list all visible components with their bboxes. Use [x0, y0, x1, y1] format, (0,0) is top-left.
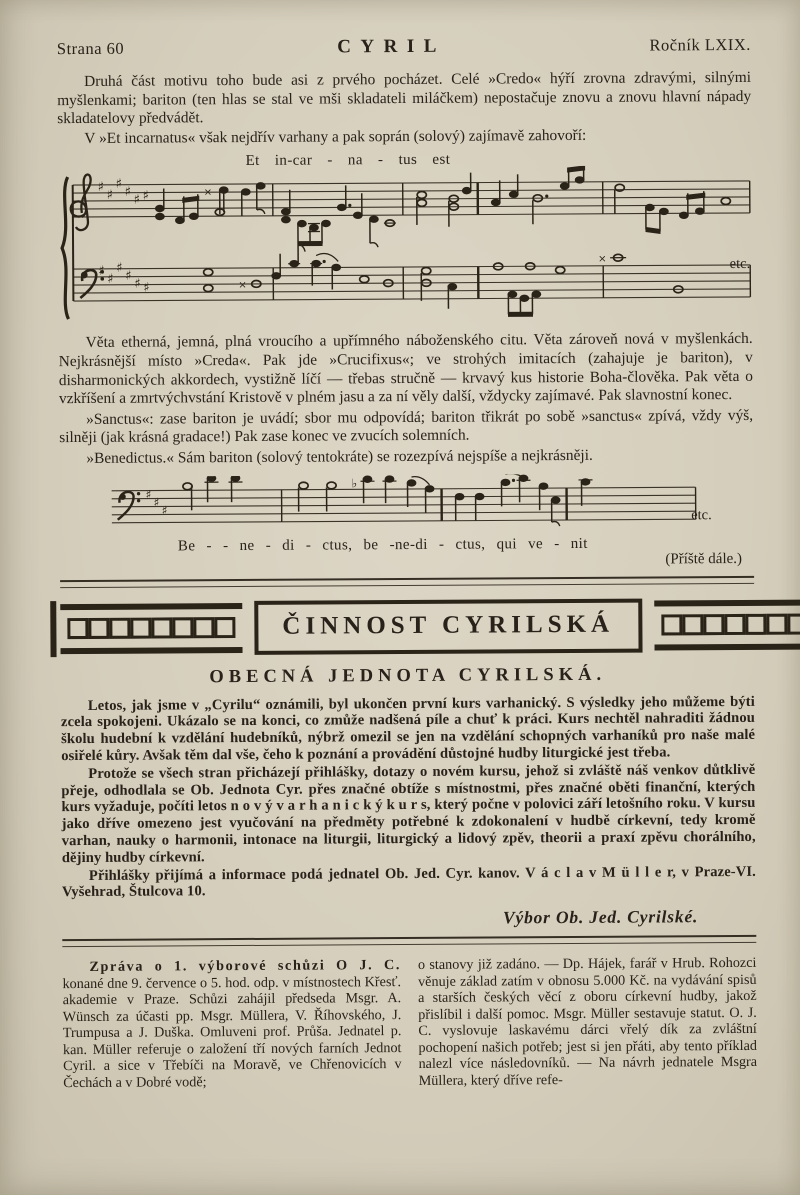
svg-text:♯: ♯: [97, 180, 105, 196]
banner-square: [787, 614, 800, 635]
banner-square: [130, 618, 151, 639]
article-heading: OBECNÁ JEDNOTA CYRILSKÁ.: [209, 664, 607, 687]
banner-square: [724, 614, 745, 635]
svg-text:♭: ♭: [351, 475, 358, 490]
meeting-report-continued: o stanovy již zadáno. — Dp. Hájek, farář v Hrub. Rohozci věnuje základ zatím v obnosu 5.000 Kč. na vydávání spisů a starších českých věcí z oboru církevní hudby, jakož přislíbil i další pomoc. Msgr. Müller sestavuje statut. O. J. C. vyslovuje laskavému dárci vřelý dík za zvláštní pochopení našich potřeb; jest si jen přáti, aby tento příklad nalezl více následovníků. — Na návrh jednatele Msgra Müllera, který dříve refe-: [417, 954, 758, 1089]
banner-strip-right: [654, 599, 800, 650]
volume-label: Ročník LXIX.: [649, 34, 751, 55]
meeting-report: [62, 957, 401, 1091]
svg-text:♯: ♯: [107, 272, 114, 288]
banner-square: [682, 614, 703, 635]
music2-notation: [111, 473, 697, 539]
committee-signature: Výbor Ob. Jed. Cyrilské.: [502, 906, 699, 928]
paragraph-sanctus: »Sanctus«: zase bariton je uvádí; sbor mu odpovídá; bariton třikrát po sobě »sanctus« zpívá, vždy výš, silněji (jak krásná gradace!) Pak zase konec ve zvucích solemních.: [59, 406, 754, 447]
svg-text:×: ×: [203, 187, 213, 199]
section-title: ČINNOST CYRILSKÁ: [254, 598, 642, 654]
banner-square: [88, 618, 109, 639]
svg-text:♯: ♯: [134, 276, 141, 293]
music2-lyrics: Be - - ne - di - ctus, be -ne-di - ctus, qui ve - nit: [177, 535, 588, 554]
svg-text:♯: ♯: [124, 185, 132, 201]
svg-text:♯: ♯: [153, 495, 160, 510]
banner-square: [766, 614, 787, 635]
banner-square: [193, 617, 214, 638]
running-head: [57, 34, 751, 60]
paragraph-credo: Druhá část motivu toho bude asi z prvého pocházet. Celé »Credo« hýří zrovna zdravými, silnými myšlenkami; bariton (ten hlas se stal ve mši skladateli miláčkem) nepostačuje znovu a znovu hlavní nápady skladatelovy předvádět.: [57, 68, 752, 128]
svg-text:♯: ♯: [115, 177, 123, 193]
paragraph-veta-etherna: Věta etherná, jemná, plná vroucího a upřímného náboženského citu. Věta zároveň nová v myšlenkách. Nejkrásnější místo »Creda«. Pak jde »Crucifixus«; ve strohých imitacích (zahajuje je bariton), v disharmonických akkordech, vystižně líčí — třebas stručně — krvavý kus historie Boha-člověka. Pak věta o vzkříšení a zmrtvýchvstání Kristově v plném jasu a za ní věly další, vždycky zajímavé. Pak slavnostní konec.: [58, 330, 753, 408]
banner-square: [67, 618, 88, 639]
news-column-left: [62, 957, 401, 1091]
news-columns: [62, 955, 757, 1091]
continuation-note: (Příště dále.): [665, 550, 743, 567]
paragraph-contact: Přihlášky přijímá a informace podá jednatel Ob. Jed. Cyr. kanov. V á c l a v M ü l l e r, v Praze-VI. Vyšehrad, Štulcova 10.: [61, 863, 756, 901]
bass-clef-icon: [118, 491, 141, 519]
journal-title: CYRIL: [337, 35, 447, 58]
banner-strip-left: [60, 603, 242, 654]
music1-notation: [58, 165, 753, 329]
svg-text:♯: ♯: [125, 269, 132, 285]
paragraph-et-incarnatus: V »Et incarnatus« však nejdřív varhany a pak soprán (solový) zajímavě zahovoří:: [84, 126, 587, 147]
svg-text:♯: ♯: [116, 261, 123, 277]
paragraph-new-course: Protože se všech stran přicházejí přihlášky, dotazy o novém kursu, jehož si zvláště náš venkov důtklivě přeje, odhodlala se Ob. Jednota Cyr. přes značné obtíže s místnostmi, přes značné oběti finanční, kterých kurs vyžaduje, počíti letos n o v ý v a r h a n i c k ý k u r s, který počne v polovici září letošního roku. V kursu jako dříve omezeno jest vyučování na předměty potřebné k zdokonalení v hudbě církevní, tedy kromě varhan, nauky o harmonii, intonace na liturgii, liturgický a lidový zpěv, theorii a praxí zpěvu chorálního, dějiny hudby církevní.: [61, 761, 756, 866]
svg-text:♯: ♯: [133, 192, 141, 209]
banner-square: [745, 614, 766, 635]
paragraph-kurs-report: Letos, jak jsme v „Cyrilu“ oznámili, byl ukončen první kurs varhanický. S výsledky jeho můžeme býti zcela spokojeni. Ukázalo se na konci, co zmůže nadšená píle a chuť k práci. Kurs nechtěl nahraditi žádnou školu hudební k vzdělání hudebníků, nýbrž omezil se jen na vzdělání schopných varhaníků pro naše malé osiřelé kůry. Avšak těm dal vše, čeho k poznání a provádění důstojné hudby liturgické jest třeba.: [60, 693, 756, 765]
music1-lyrics: Et in-car - na - tus est: [245, 152, 451, 170]
banner-square: [151, 617, 172, 638]
key-signature: [146, 487, 168, 517]
svg-text:♯: ♯: [142, 188, 150, 204]
bottom-divider-rule: [62, 935, 756, 947]
meeting-report-lead: Zpráva o 1. výborové schůzi O J. C.: [89, 957, 402, 976]
svg-text:♯: ♯: [98, 264, 105, 280]
banner-square: [661, 614, 682, 635]
section-divider-rule: [60, 575, 754, 587]
music-example-1: [58, 150, 753, 332]
music2-etc-label: etc.: [691, 506, 712, 523]
banner-square: [109, 618, 130, 639]
key-signature: [98, 177, 150, 296]
svg-text:×: ×: [238, 280, 247, 292]
banner-square: [214, 617, 235, 638]
svg-text:♯: ♯: [106, 188, 114, 204]
section-banner: [60, 597, 754, 655]
music-example-2: [59, 470, 754, 571]
news-column-right: [418, 955, 757, 1089]
page-content: [57, 34, 757, 1091]
paragraph-benedictus: »Benedictus.« Sám bariton (solový tentokráte) se rozezpívá nejspíše a nejkrásněji.: [86, 446, 593, 467]
svg-text:♯: ♯: [145, 487, 152, 502]
banner-square: [703, 614, 724, 635]
banner-square: [172, 617, 193, 638]
meeting-report-text: konané dne 9. července o 5. hod. odp. v místnostech Křesť. akademie v Praze. Schůzi zahájil předseda Msgr. A. Wünsch za účasti pp. Msgr. Müllera, V. Říhovského, J. Trumpusa a J. Duška. Omluveni prof. Průša. Jednatel p. kan. Müller referuje o založení tří nových farních Jednot Cyril. a sice v Třebíči na Moravě, ve Chřenovicích v Čechách a v Dobré vodě;: [62, 973, 402, 1091]
music1-etc-label: etc.: [729, 256, 751, 273]
svg-text:♯: ♯: [161, 502, 168, 518]
page-number: Strana 60: [56, 38, 125, 59]
brace-icon: [62, 177, 69, 319]
svg-text:×: ×: [598, 254, 607, 266]
svg-text:♯: ♯: [143, 280, 150, 296]
